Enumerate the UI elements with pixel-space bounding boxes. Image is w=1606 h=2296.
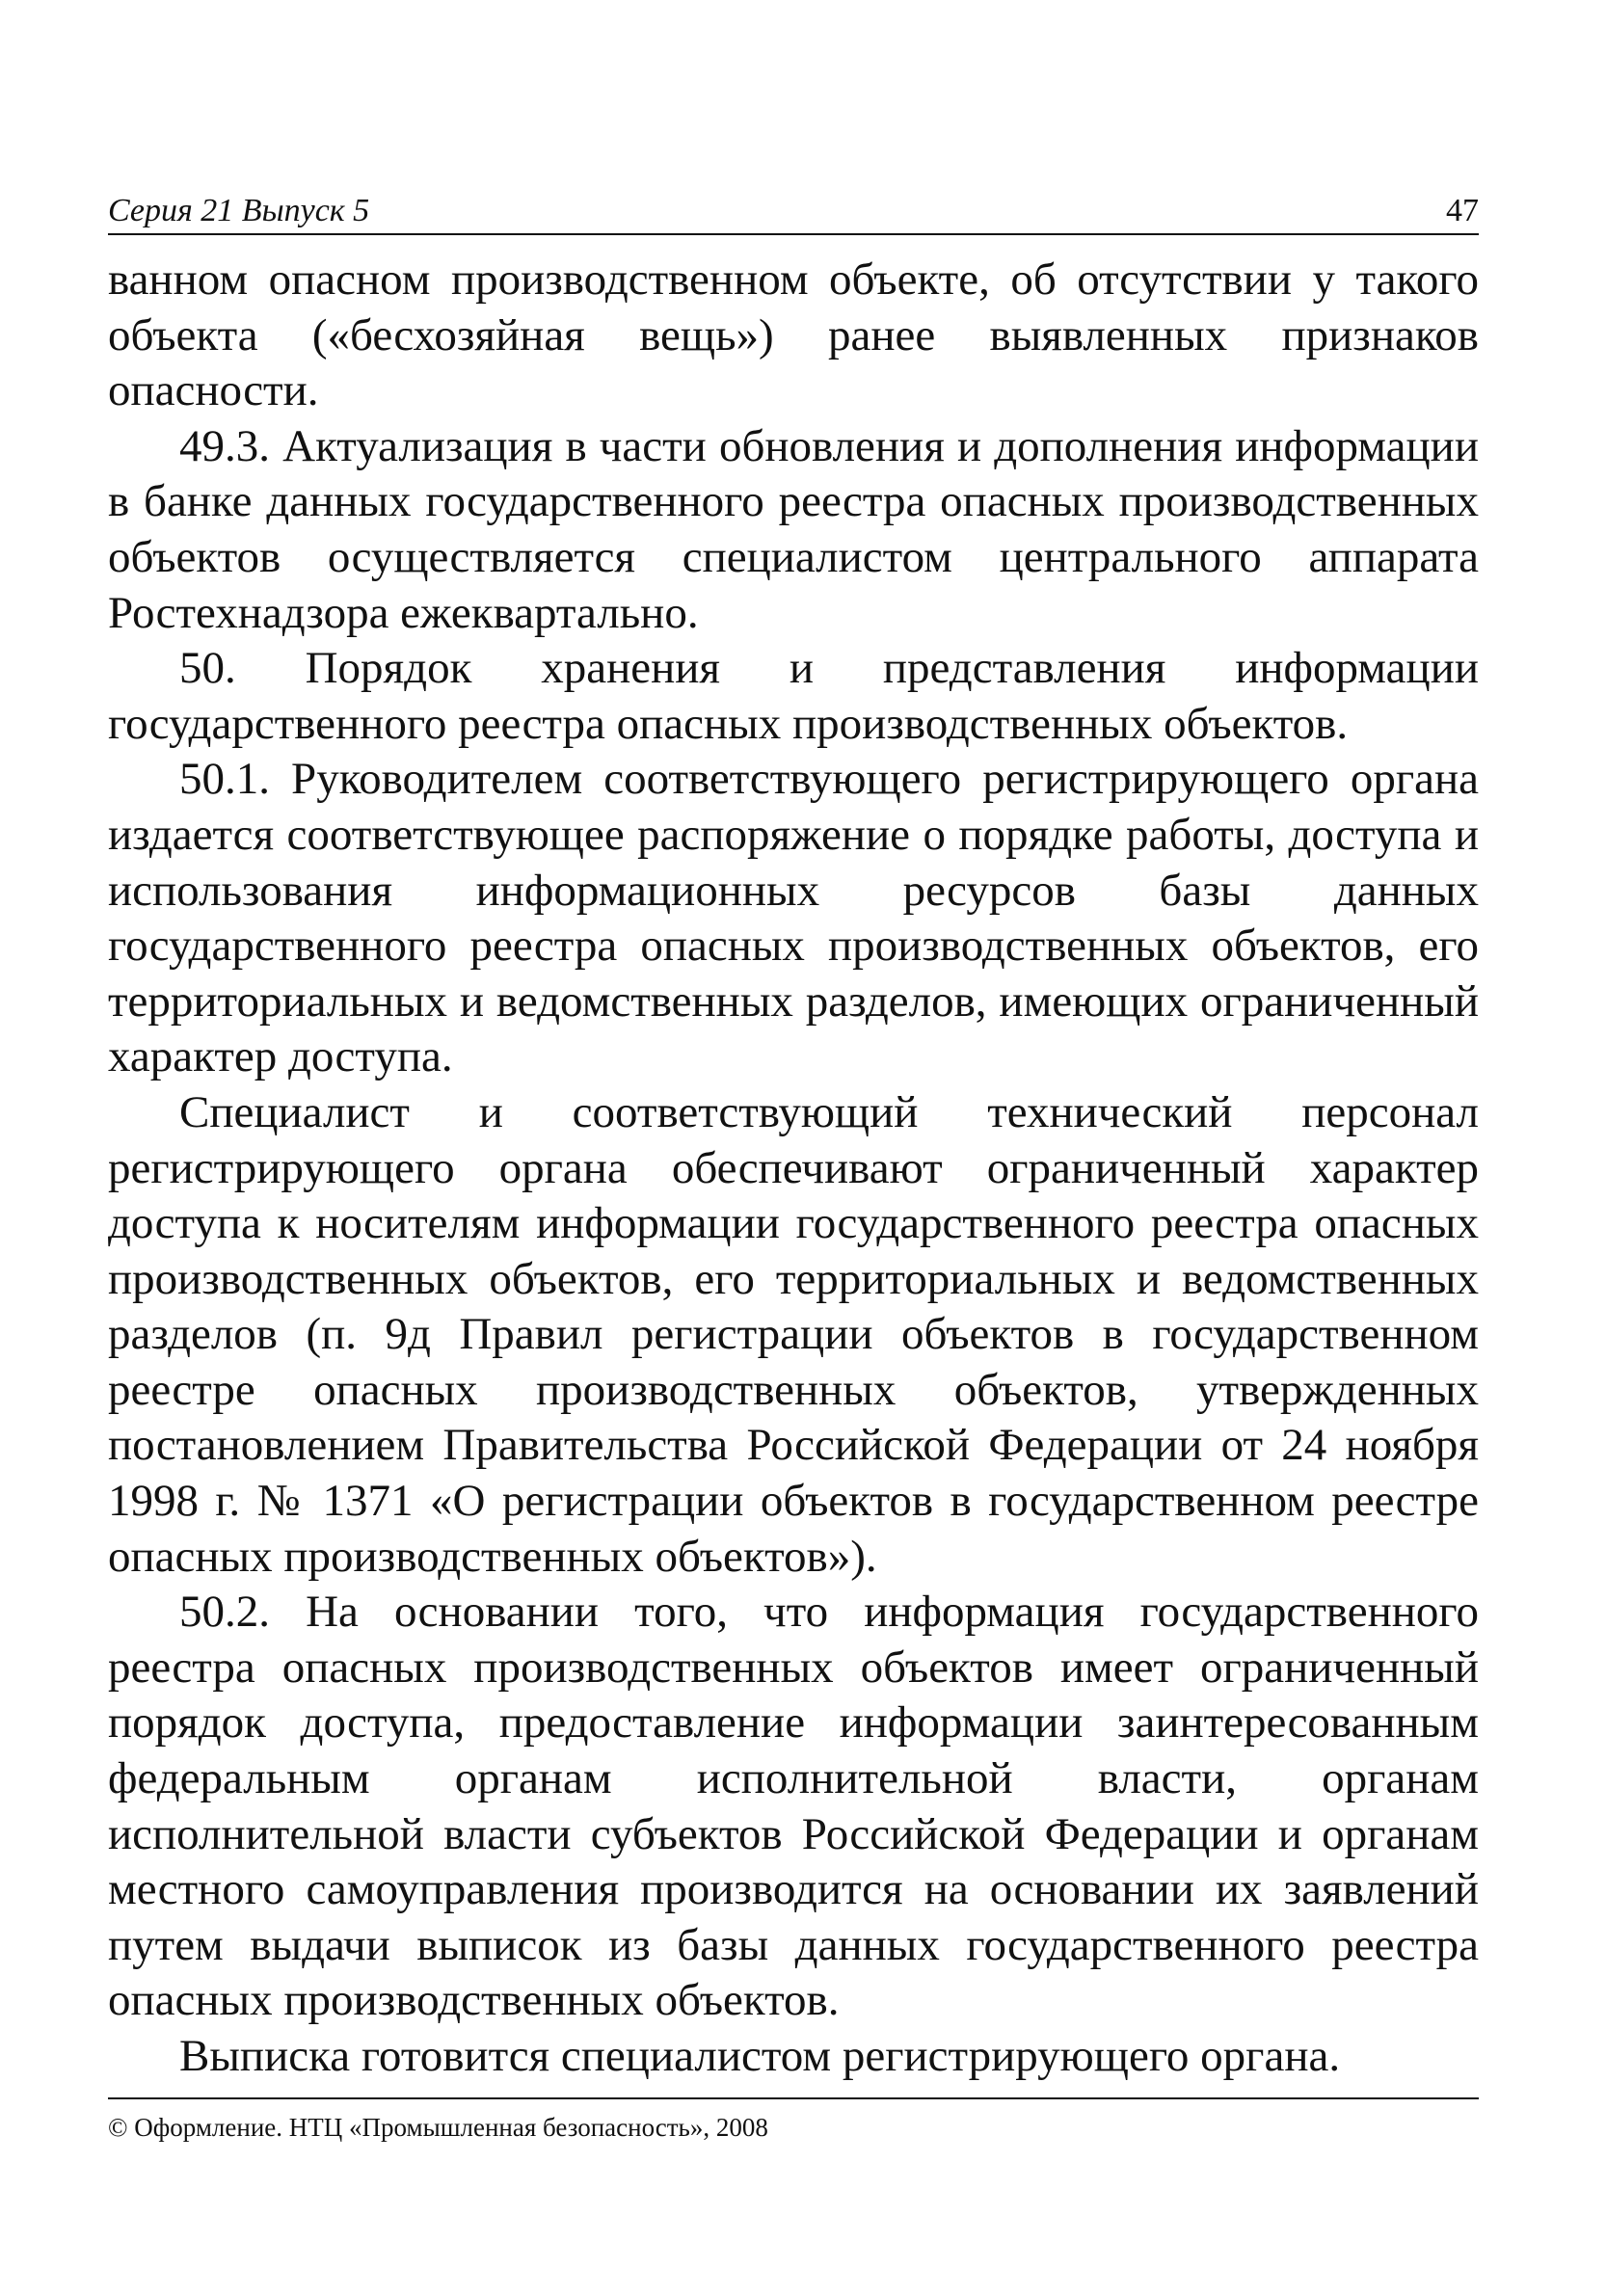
paragraph-extract: Выписка готовится специалистом регистрирующего органа. [179, 2031, 1341, 2081]
paragraph-50-1: 50.1. Руководителем соответствующего регистрирующего органа издается соответствующее распоряжение о порядке работы, доступа и использования информационных ресурсов базы данных государственного реестра опасных производственных объектов, его территориальных и ведомственных разделов, имеющих ограниченный характер доступа. [108, 754, 1479, 1082]
paragraph-continuation: ванном опасном производственном объекте, об отсутствии у такого объекта («бесхозяйная вещь») ранее выявленных признаков опасности. [108, 254, 1479, 416]
document-page [108, 0, 1479, 2296]
paragraph-49-3: 49.3. Актуализация в части обновления и дополнения информации в банке данных государственного реестра опасных производственных объектов осуществляется специалистом центрального аппарата Ростехнадзора ежеквартально. [108, 420, 1479, 638]
running-header [108, 189, 1479, 235]
body-text [108, 253, 1479, 2085]
paragraph-50: 50. Порядок хранения и представления информации государственного реестра опасных производственных объектов. [108, 643, 1479, 749]
series-title: Серия 21 Выпуск 5 [108, 193, 370, 228]
paragraph-specialist: Специалист и соответствующий технический персонал регистрирующего органа обеспечивают ограниченный характер доступа к носителям информации государственного реестра опасных производственных объектов, его территориальных и ведомственных разделов (п. 9д Правил регистрации объектов в государственном реестре опасных производственных объектов, утвержденных постановлением Правительства Российской Федерации от 24 ноября 1998 г. № 1371 «О регистрации объектов в государственном реестре опасных производственных объектов»). [108, 1086, 1479, 1582]
footer-divider [108, 2097, 1479, 2099]
page-number: 47 [1446, 193, 1479, 228]
paragraph-50-2: 50.2. На основании того, что информация государственного реестра опасных производственных объектов имеет ограниченный порядок доступа, предоставление информации заинтересованным федеральным органам исполнительной власти, органам исполнительной власти субъектов Российской Федерации и органам местного самоуправления производится на основании их заявлений путем выдачи выписок из базы данных государственного реестра опасных производственных объектов. [108, 1587, 1479, 2026]
copyright-footer: © Оформление. НТЦ «Промышленная безопасность», 2008 [108, 2113, 768, 2142]
